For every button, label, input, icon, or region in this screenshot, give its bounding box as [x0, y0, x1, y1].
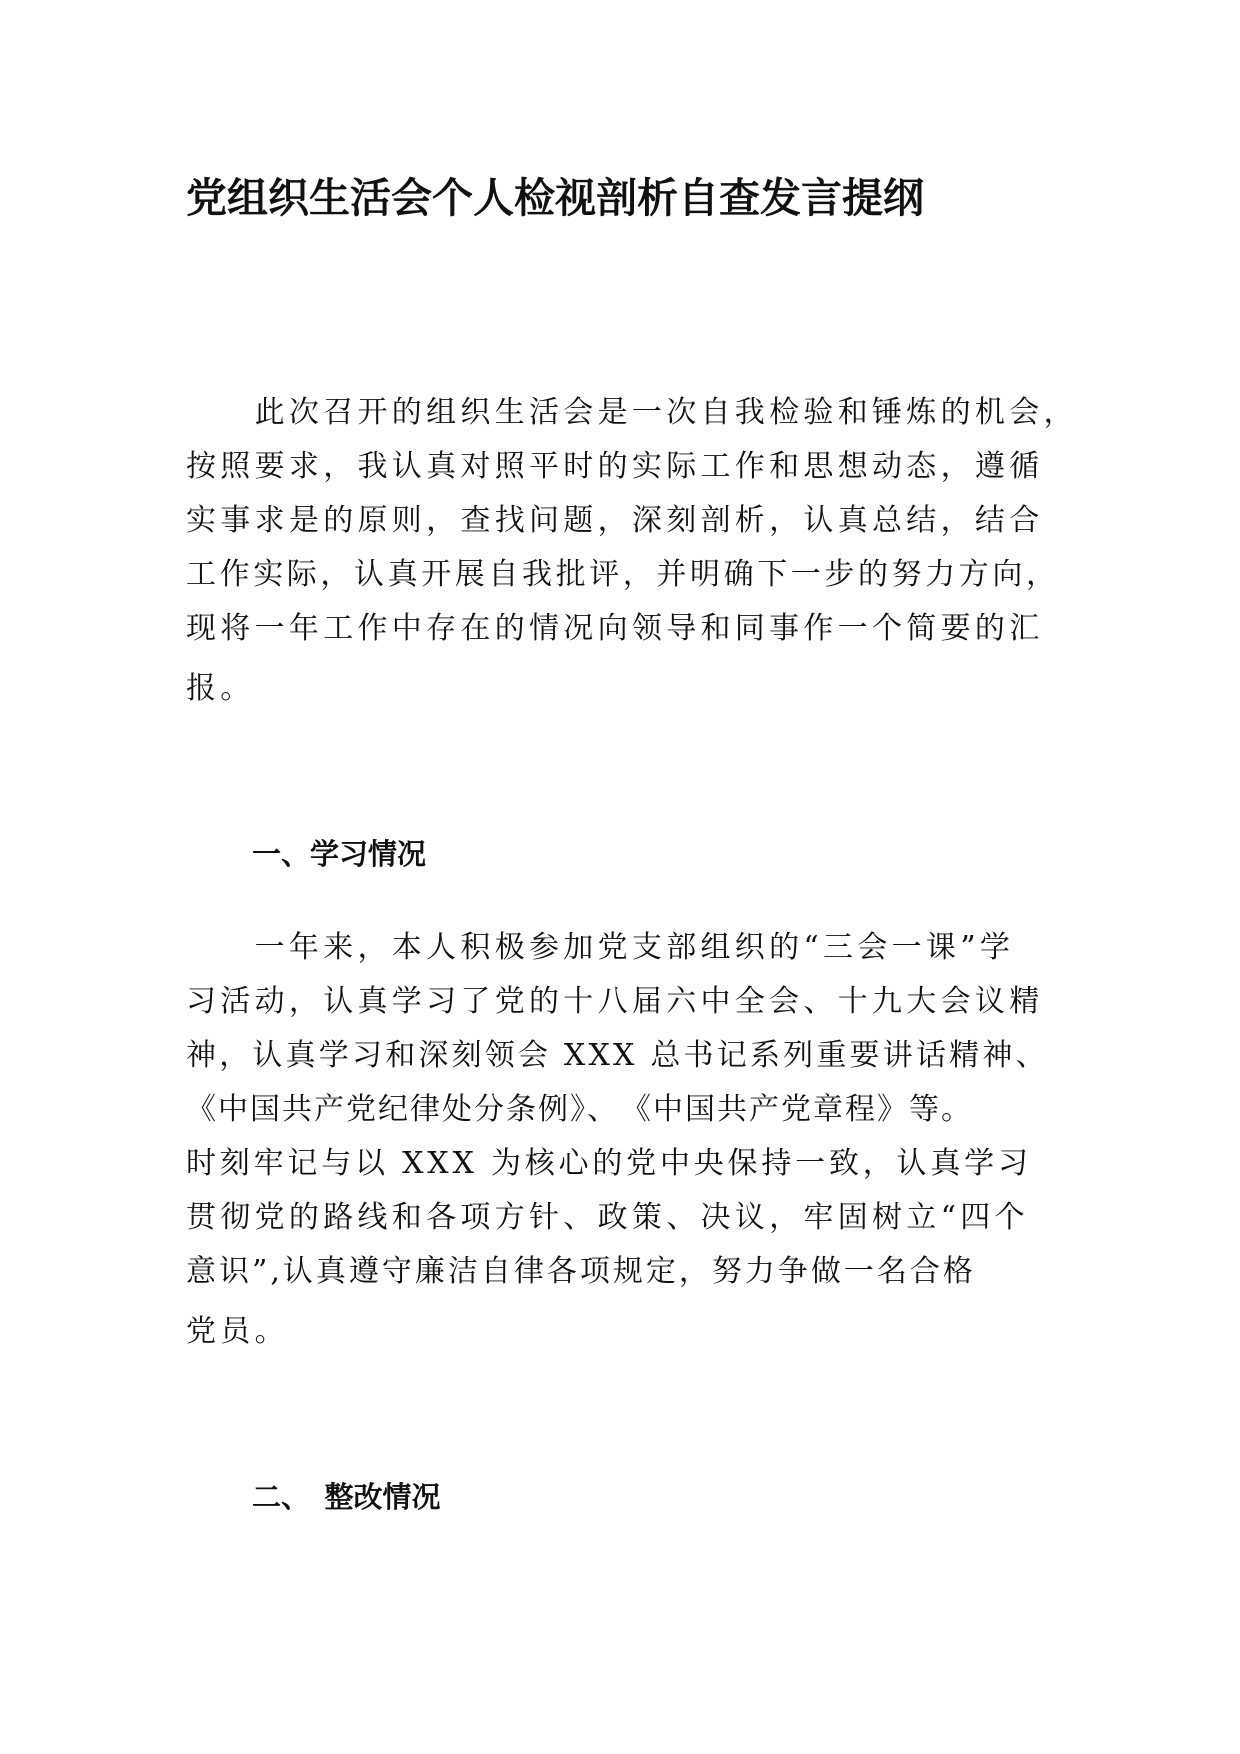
study-line: 时刻牢记与以 XXX 为核心的党中央保持一致，认真学习: [186, 1146, 1032, 1181]
study-line: 《中国共产党纪律处分条例》、 《中国共产党章程》等。: [186, 1092, 973, 1127]
study-line: 习活动，认真学习了党的十八届六中全会、十九大会议精: [186, 984, 1044, 1019]
section-heading-study: 一、学习情况: [252, 837, 427, 871]
intro-line: 报。: [186, 671, 255, 706]
intro-line: 实事求是的原则，查找问题，深刻剖析，认真总结，结合: [186, 503, 1044, 538]
intro-line: 此次召开的组织生活会是一次自我检验和锤炼的机会，: [186, 395, 1078, 430]
intro-line: 按照要求，我认真对照平时的实际工作和思想动态，遵循: [186, 449, 1044, 484]
section-heading-rectification: 二、 整改情况: [252, 1480, 441, 1514]
intro-line: 现将一年工作中存在的情况向领导和同事作一个简要的汇: [186, 611, 1044, 646]
study-line: 神，认真学习和深刻领会 XXX 总书记系列重要讲话精神、: [186, 1038, 1049, 1073]
study-line: 意识”,认真遵守廉洁自律各项规定，努力争做一名合格: [186, 1254, 976, 1289]
intro-line: 工作实际，认真开展自我批评，并明确下一步的努力方向，: [186, 557, 1060, 592]
document-title: 党组织生活会个人检视剖析自查发言提纲: [186, 174, 924, 222]
study-line: 贯彻党的路线和各项方针、政策、决议，牢固树立“四个: [186, 1200, 1029, 1235]
study-line: 一年来，本人积极参加党支部组织的“三会一课”学: [186, 930, 1015, 965]
study-line: 党员。: [186, 1314, 289, 1349]
